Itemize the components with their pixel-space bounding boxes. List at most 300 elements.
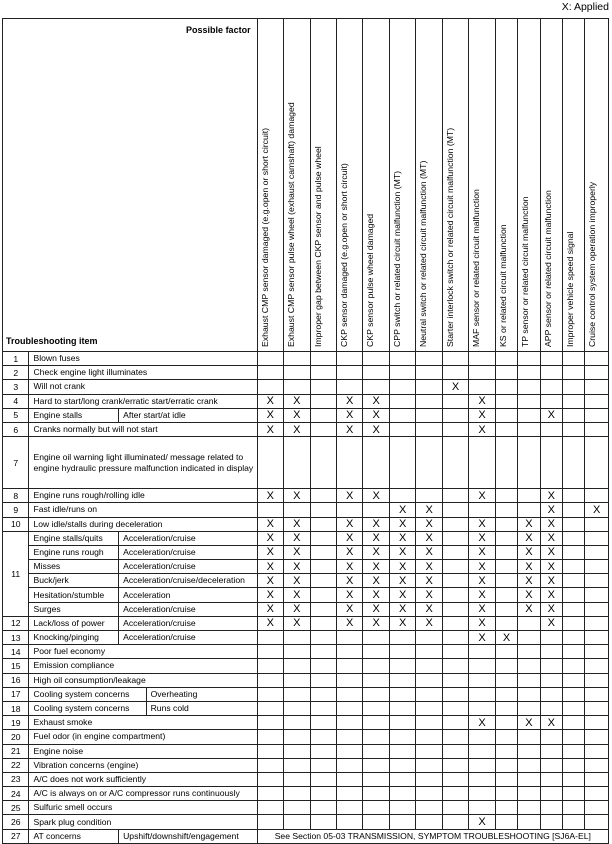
applied-mark: X bbox=[257, 489, 283, 503]
empty-cell bbox=[284, 730, 310, 744]
empty-cell bbox=[416, 744, 442, 758]
table-row bbox=[3, 829, 609, 843]
empty-cell bbox=[442, 352, 468, 366]
table-row bbox=[3, 801, 609, 815]
empty-cell bbox=[336, 503, 362, 517]
row-number: 7 bbox=[3, 437, 29, 489]
symptom-label: Lack/loss of power bbox=[29, 616, 119, 630]
empty-cell bbox=[540, 758, 562, 772]
empty-cell bbox=[257, 380, 283, 394]
empty-cell bbox=[518, 659, 540, 673]
row-number: 12 bbox=[3, 616, 29, 630]
empty-cell bbox=[310, 422, 336, 436]
empty-cell bbox=[495, 394, 517, 408]
table-row bbox=[3, 673, 609, 687]
condition-label: Acceleration bbox=[119, 588, 257, 602]
symptom-label: Low idle/stalls during deceleration bbox=[29, 517, 257, 531]
empty-cell bbox=[310, 616, 336, 630]
empty-cell bbox=[563, 531, 585, 545]
row-number: 3 bbox=[3, 380, 29, 394]
empty-cell bbox=[416, 380, 442, 394]
empty-cell bbox=[442, 408, 468, 422]
empty-cell bbox=[585, 772, 609, 786]
empty-cell bbox=[389, 744, 415, 758]
empty-cell bbox=[518, 437, 540, 489]
empty-cell bbox=[257, 801, 283, 815]
empty-cell bbox=[442, 673, 468, 687]
empty-cell bbox=[469, 701, 495, 715]
empty-cell bbox=[389, 366, 415, 380]
empty-cell bbox=[585, 701, 609, 715]
symptom-label: Engine stalls/quits bbox=[29, 531, 119, 545]
applied-mark: X bbox=[540, 560, 562, 574]
table-row bbox=[3, 352, 609, 366]
empty-cell bbox=[442, 716, 468, 730]
applied-mark: X bbox=[469, 815, 495, 829]
applied-mark: X bbox=[389, 616, 415, 630]
empty-cell bbox=[495, 730, 517, 744]
applied-mark: X bbox=[363, 531, 389, 545]
applied-mark: X bbox=[469, 588, 495, 602]
empty-cell bbox=[585, 616, 609, 630]
empty-cell bbox=[389, 422, 415, 436]
symptom-label: Will not crank bbox=[29, 380, 257, 394]
empty-cell bbox=[310, 394, 336, 408]
empty-cell bbox=[284, 366, 310, 380]
empty-cell bbox=[495, 744, 517, 758]
empty-cell bbox=[442, 701, 468, 715]
applied-mark: X bbox=[363, 394, 389, 408]
row-number: 16 bbox=[3, 673, 29, 687]
empty-cell bbox=[495, 701, 517, 715]
factor-label: APP sensor or related circuit malfunction bbox=[542, 190, 553, 347]
empty-cell bbox=[336, 716, 362, 730]
empty-cell bbox=[257, 673, 283, 687]
empty-cell bbox=[495, 758, 517, 772]
table-row bbox=[3, 394, 609, 408]
factor-header bbox=[442, 19, 468, 352]
applied-mark: X bbox=[257, 616, 283, 630]
empty-cell bbox=[310, 352, 336, 366]
empty-cell bbox=[563, 394, 585, 408]
empty-cell bbox=[336, 659, 362, 673]
row-number: 27 bbox=[3, 829, 29, 843]
row-number: 25 bbox=[3, 801, 29, 815]
empty-cell bbox=[389, 701, 415, 715]
applied-mark: X bbox=[389, 574, 415, 588]
applied-mark: X bbox=[469, 602, 495, 616]
applied-mark: X bbox=[336, 394, 362, 408]
row-number: 11 bbox=[3, 531, 29, 616]
applied-mark: X bbox=[540, 503, 562, 517]
empty-cell bbox=[389, 380, 415, 394]
applied-mark: X bbox=[389, 588, 415, 602]
empty-cell bbox=[363, 659, 389, 673]
empty-cell bbox=[389, 730, 415, 744]
applied-mark: X bbox=[540, 545, 562, 559]
table-row bbox=[3, 772, 609, 786]
applied-mark: X bbox=[284, 408, 310, 422]
applied-mark: X bbox=[257, 588, 283, 602]
empty-cell bbox=[310, 531, 336, 545]
applied-mark: X bbox=[284, 560, 310, 574]
empty-cell bbox=[310, 437, 336, 489]
empty-cell bbox=[518, 815, 540, 829]
applied-mark: X bbox=[336, 560, 362, 574]
applied-mark: X bbox=[540, 616, 562, 630]
empty-cell bbox=[469, 366, 495, 380]
empty-cell bbox=[389, 659, 415, 673]
empty-cell bbox=[540, 366, 562, 380]
factor-header bbox=[310, 19, 336, 352]
empty-cell bbox=[495, 815, 517, 829]
applied-mark: X bbox=[416, 503, 442, 517]
symptom-label: Cooling system concerns bbox=[29, 701, 146, 715]
empty-cell bbox=[336, 801, 362, 815]
empty-cell bbox=[363, 730, 389, 744]
symptom-label: A/C does not work sufficiently bbox=[29, 772, 257, 786]
factor-header bbox=[336, 19, 362, 352]
applied-mark: X bbox=[469, 394, 495, 408]
empty-cell bbox=[442, 394, 468, 408]
empty-cell bbox=[495, 489, 517, 503]
empty-cell bbox=[310, 602, 336, 616]
empty-cell bbox=[284, 380, 310, 394]
empty-cell bbox=[284, 503, 310, 517]
empty-cell bbox=[416, 352, 442, 366]
row-number: 23 bbox=[3, 772, 29, 786]
table-row bbox=[3, 602, 609, 616]
empty-cell bbox=[518, 772, 540, 786]
empty-cell bbox=[518, 394, 540, 408]
empty-cell bbox=[563, 574, 585, 588]
empty-cell bbox=[585, 602, 609, 616]
symptom-label: Spark plug condition bbox=[29, 815, 257, 829]
empty-cell bbox=[257, 631, 283, 645]
empty-cell bbox=[442, 545, 468, 559]
empty-cell bbox=[363, 503, 389, 517]
empty-cell bbox=[442, 659, 468, 673]
empty-cell bbox=[284, 659, 310, 673]
empty-cell bbox=[363, 437, 389, 489]
empty-cell bbox=[389, 489, 415, 503]
empty-cell bbox=[469, 787, 495, 801]
applied-mark: X bbox=[336, 489, 362, 503]
empty-cell bbox=[363, 352, 389, 366]
applied-mark: X bbox=[284, 574, 310, 588]
empty-cell bbox=[336, 815, 362, 829]
symptom-label: Emission compliance bbox=[29, 659, 257, 673]
condition-label: Runs cold bbox=[146, 701, 257, 715]
applied-mark: X bbox=[518, 716, 540, 730]
empty-cell bbox=[469, 352, 495, 366]
empty-cell bbox=[563, 730, 585, 744]
empty-cell bbox=[585, 716, 609, 730]
applied-mark: X bbox=[284, 531, 310, 545]
table-row bbox=[3, 588, 609, 602]
empty-cell bbox=[585, 815, 609, 829]
applied-mark: X bbox=[363, 616, 389, 630]
empty-cell bbox=[495, 517, 517, 531]
empty-cell bbox=[310, 787, 336, 801]
empty-cell bbox=[495, 588, 517, 602]
empty-cell bbox=[563, 772, 585, 786]
empty-cell bbox=[310, 772, 336, 786]
row-number: 6 bbox=[3, 422, 29, 436]
applied-mark: X bbox=[540, 489, 562, 503]
troubleshooting-matrix bbox=[2, 18, 609, 844]
factor-header bbox=[416, 19, 442, 352]
applied-mark: X bbox=[363, 588, 389, 602]
table-row bbox=[3, 758, 609, 772]
empty-cell bbox=[563, 489, 585, 503]
applied-mark: X bbox=[336, 616, 362, 630]
empty-cell bbox=[416, 645, 442, 659]
empty-cell bbox=[336, 701, 362, 715]
empty-cell bbox=[563, 616, 585, 630]
symptom-label: Poor fuel economy bbox=[29, 645, 257, 659]
empty-cell bbox=[416, 489, 442, 503]
table-row bbox=[3, 744, 609, 758]
empty-cell bbox=[563, 380, 585, 394]
empty-cell bbox=[310, 503, 336, 517]
table-row bbox=[3, 531, 609, 545]
applied-mark: X bbox=[363, 517, 389, 531]
factor-header bbox=[389, 19, 415, 352]
empty-cell bbox=[416, 730, 442, 744]
symptom-label: Misses bbox=[29, 560, 119, 574]
applied-mark: X bbox=[389, 560, 415, 574]
empty-cell bbox=[563, 366, 585, 380]
empty-cell bbox=[585, 787, 609, 801]
condition-label: Acceleration/cruise bbox=[119, 616, 257, 630]
row-number: 4 bbox=[3, 394, 29, 408]
empty-cell bbox=[442, 588, 468, 602]
empty-cell bbox=[442, 422, 468, 436]
empty-cell bbox=[563, 716, 585, 730]
empty-cell bbox=[442, 574, 468, 588]
factor-header bbox=[563, 19, 585, 352]
applied-mark: X bbox=[469, 616, 495, 630]
empty-cell bbox=[495, 673, 517, 687]
applied-mark: X bbox=[336, 408, 362, 422]
factor-label: CPP switch or related circuit malfunction (MT) bbox=[391, 170, 402, 347]
factor-label: KS or related circuit malfunction bbox=[497, 224, 508, 347]
symptom-label: Buck/jerk bbox=[29, 574, 119, 588]
empty-cell bbox=[257, 716, 283, 730]
header-row bbox=[3, 19, 609, 352]
empty-cell bbox=[495, 574, 517, 588]
applied-mark: X bbox=[336, 545, 362, 559]
empty-cell bbox=[284, 815, 310, 829]
empty-cell bbox=[442, 815, 468, 829]
row-number: 9 bbox=[3, 503, 29, 517]
empty-cell bbox=[389, 716, 415, 730]
empty-cell bbox=[495, 366, 517, 380]
applied-mark: X bbox=[442, 380, 468, 394]
empty-cell bbox=[336, 673, 362, 687]
empty-cell bbox=[336, 758, 362, 772]
empty-cell bbox=[540, 801, 562, 815]
empty-cell bbox=[495, 437, 517, 489]
applied-mark: X bbox=[469, 422, 495, 436]
empty-cell bbox=[563, 687, 585, 701]
empty-cell bbox=[469, 744, 495, 758]
empty-cell bbox=[540, 631, 562, 645]
empty-cell bbox=[363, 716, 389, 730]
empty-cell bbox=[416, 701, 442, 715]
empty-cell bbox=[363, 366, 389, 380]
factor-label: MAF sensor or related circuit malfunction bbox=[471, 189, 482, 347]
applied-mark: X bbox=[257, 545, 283, 559]
troubleshooting-item-label: Troubleshooting item bbox=[6, 336, 98, 346]
applied-mark: X bbox=[389, 503, 415, 517]
table-row bbox=[3, 517, 609, 531]
empty-cell bbox=[563, 422, 585, 436]
table-row bbox=[3, 716, 609, 730]
empty-cell bbox=[469, 645, 495, 659]
applied-mark: X bbox=[284, 394, 310, 408]
applied-mark: X bbox=[469, 489, 495, 503]
empty-cell bbox=[389, 801, 415, 815]
empty-cell bbox=[336, 744, 362, 758]
empty-cell bbox=[585, 517, 609, 531]
empty-cell bbox=[310, 545, 336, 559]
empty-cell bbox=[310, 730, 336, 744]
factor-header bbox=[257, 19, 283, 352]
empty-cell bbox=[518, 645, 540, 659]
empty-cell bbox=[310, 645, 336, 659]
empty-cell bbox=[469, 758, 495, 772]
empty-cell bbox=[495, 352, 517, 366]
symptom-label: Blown fuses bbox=[29, 352, 257, 366]
condition-label: Acceleration/cruise bbox=[119, 602, 257, 616]
applied-mark: X bbox=[363, 602, 389, 616]
empty-cell bbox=[495, 545, 517, 559]
table-row bbox=[3, 815, 609, 829]
table-row bbox=[3, 645, 609, 659]
empty-cell bbox=[442, 503, 468, 517]
table-row bbox=[3, 687, 609, 701]
factor-label: Exhaust CMP sensor damaged (e.g.open or short circuit) bbox=[259, 127, 270, 347]
row-number: 18 bbox=[3, 701, 29, 715]
empty-cell bbox=[469, 673, 495, 687]
empty-cell bbox=[257, 815, 283, 829]
empty-cell bbox=[540, 772, 562, 786]
symptom-label: Hesitation/stumble bbox=[29, 588, 119, 602]
empty-cell bbox=[310, 687, 336, 701]
applied-mark: X bbox=[495, 631, 517, 645]
factor-header bbox=[363, 19, 389, 352]
empty-cell bbox=[416, 422, 442, 436]
empty-cell bbox=[257, 659, 283, 673]
factor-label: Starter interlock switch or related circuit malfunction (MT) bbox=[444, 127, 455, 347]
table-row bbox=[3, 560, 609, 574]
empty-cell bbox=[442, 787, 468, 801]
applied-mark: X bbox=[585, 503, 609, 517]
applied-mark: X bbox=[284, 588, 310, 602]
empty-cell bbox=[563, 352, 585, 366]
empty-cell bbox=[310, 366, 336, 380]
table-row bbox=[3, 422, 609, 436]
empty-cell bbox=[257, 787, 283, 801]
empty-cell bbox=[518, 503, 540, 517]
empty-cell bbox=[442, 517, 468, 531]
empty-cell bbox=[310, 631, 336, 645]
empty-cell bbox=[563, 560, 585, 574]
applied-mark: X bbox=[540, 408, 562, 422]
empty-cell bbox=[563, 815, 585, 829]
empty-cell bbox=[518, 489, 540, 503]
applied-mark: X bbox=[363, 545, 389, 559]
applied-mark: X bbox=[284, 602, 310, 616]
applied-mark: X bbox=[363, 489, 389, 503]
row-number: 13 bbox=[3, 631, 29, 645]
header-corner bbox=[3, 19, 258, 352]
empty-cell bbox=[442, 366, 468, 380]
empty-cell bbox=[518, 801, 540, 815]
empty-cell bbox=[585, 687, 609, 701]
applied-mark: X bbox=[257, 531, 283, 545]
empty-cell bbox=[469, 801, 495, 815]
empty-cell bbox=[389, 815, 415, 829]
empty-cell bbox=[416, 631, 442, 645]
empty-cell bbox=[540, 815, 562, 829]
empty-cell bbox=[585, 631, 609, 645]
applied-mark: X bbox=[336, 422, 362, 436]
applied-mark: X bbox=[257, 560, 283, 574]
applied-mark: X bbox=[336, 517, 362, 531]
empty-cell bbox=[363, 787, 389, 801]
empty-cell bbox=[563, 545, 585, 559]
empty-cell bbox=[518, 366, 540, 380]
applied-mark: X bbox=[416, 616, 442, 630]
empty-cell bbox=[389, 758, 415, 772]
empty-cell bbox=[416, 437, 442, 489]
table-row bbox=[3, 503, 609, 517]
empty-cell bbox=[310, 744, 336, 758]
applied-mark: X bbox=[389, 545, 415, 559]
table-row bbox=[3, 730, 609, 744]
empty-cell bbox=[540, 659, 562, 673]
applied-mark: X bbox=[416, 602, 442, 616]
empty-cell bbox=[518, 673, 540, 687]
empty-cell bbox=[363, 645, 389, 659]
empty-cell bbox=[585, 422, 609, 436]
empty-cell bbox=[416, 787, 442, 801]
empty-cell bbox=[310, 659, 336, 673]
applied-mark: X bbox=[284, 489, 310, 503]
empty-cell bbox=[585, 588, 609, 602]
empty-cell bbox=[284, 758, 310, 772]
table-row bbox=[3, 616, 609, 630]
row-number: 2 bbox=[3, 366, 29, 380]
empty-cell bbox=[363, 744, 389, 758]
empty-cell bbox=[518, 687, 540, 701]
empty-cell bbox=[416, 815, 442, 829]
empty-cell bbox=[442, 645, 468, 659]
empty-cell bbox=[416, 758, 442, 772]
symptom-label: Sulfuric smell occurs bbox=[29, 801, 257, 815]
empty-cell bbox=[310, 673, 336, 687]
empty-cell bbox=[495, 602, 517, 616]
empty-cell bbox=[257, 366, 283, 380]
empty-cell bbox=[442, 489, 468, 503]
symptom-label: Engine oil warning light illuminated/ message related to engine hydraulic pressure malfunction indicated in display bbox=[29, 437, 257, 489]
empty-cell bbox=[585, 437, 609, 489]
empty-cell bbox=[442, 758, 468, 772]
empty-cell bbox=[495, 422, 517, 436]
